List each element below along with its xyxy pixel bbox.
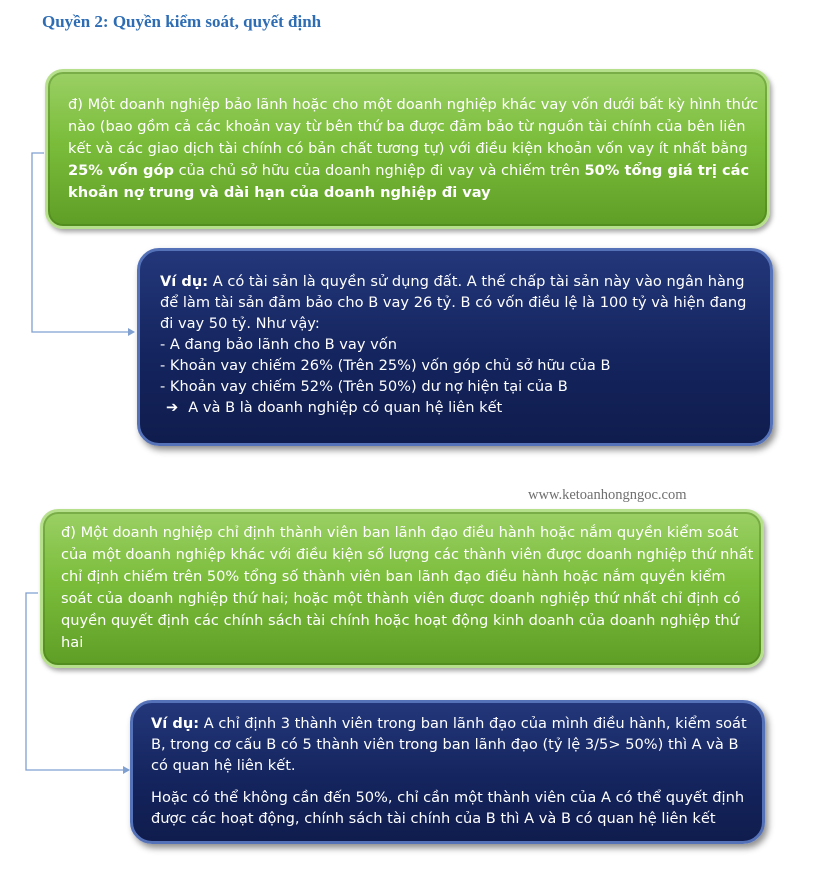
- page-title: Quyền 2: Quyền kiểm soát, quyết định: [42, 12, 322, 31]
- box3-line-5: quyền quyết định các chính sách tài chính hoặc hoạt động kinh doanh của doanh nghiệp thứ: [61, 612, 739, 629]
- box4-example-label: Ví dụ:: [151, 715, 200, 732]
- box1-bold-capital: 25% vốn góp: [68, 162, 174, 179]
- box3-line-3: chỉ định chiếm trên 50% tổng số thành viên ban lãnh đạo điều hành hoặc nắm quyền kiểm: [61, 568, 726, 585]
- box2-line-1-text: A có tài sản là quyền sử dụng đất. A thế chấp tài sản này vào ngân hàng: [208, 273, 745, 290]
- box1-line-3: kết và các giao dịch tài chính có bản chất tương tự) với điều kiện khoản vốn vay ít nhất bằng: [68, 140, 748, 157]
- example-box-board-control: [130, 700, 765, 844]
- arrow-right-icon: ➔: [166, 399, 179, 416]
- box4-line-5: được các hoạt động, chính sách tài chính của B thì A và B có quan hệ liên kết: [151, 810, 716, 827]
- box2-example-label: Ví dụ:: [160, 273, 209, 290]
- watermark: www.ketoanhongngoc.com: [528, 487, 687, 503]
- box3-line-6: hai: [61, 634, 84, 651]
- box1-line-2: nào (bao gồm cả các khoản vay từ bên thứ ba được đảm bảo từ nguồn tài chính của bên liên: [68, 118, 746, 135]
- box1-bold-debt: 50% tổng giá trị các: [584, 162, 750, 179]
- connector-2-arrow: [123, 766, 130, 774]
- box4-line-1: [151, 713, 752, 734]
- box3-line-2: của một doanh nghiệp khác với điều kiện số lượng các thành viên được doanh nghiệp thứ nhất: [61, 546, 754, 563]
- box2-item-2: - Khoản vay chiếm 26% (Trên 25%) vốn góp chủ sở hữu của B: [160, 357, 611, 374]
- definition-box-board-control: [40, 509, 764, 668]
- box1-line-5: khoản nợ trung và dài hạn của doanh nghiệp đi vay: [68, 184, 491, 201]
- definition-box-loan-guarantee: [45, 69, 770, 229]
- box4-line-4: Hoặc có thể không cần đến 50%, chỉ cần một thành viên của A có thể quyết định: [151, 789, 745, 806]
- box4-line-2: B, trong cơ cấu B có 5 thành viên trong ban lãnh đạo (tỷ lệ 3/5> 50%) thì A và B: [151, 736, 739, 753]
- connector-1-arrow: [128, 328, 135, 336]
- box2-item-3: - Khoản vay chiếm 52% (Trên 50%) dư nợ hiện tại của B: [160, 378, 568, 395]
- box1-mid-text: của chủ sở hữu của doanh nghiệp đi vay và chiếm trên: [173, 162, 585, 179]
- box2-line-2: để làm tài sản đảm bảo cho B vay 26 tỷ. B có vốn điều lệ là 100 tỷ và hiện đang: [160, 294, 747, 311]
- box2-line-3: đi vay 50 tỷ. Như vậy:: [160, 315, 320, 332]
- example-box-loan-guarantee: [137, 248, 773, 446]
- box4-line-3: có quan hệ liên kết.: [151, 757, 296, 774]
- box3-line-1: đ) Một doanh nghiệp chỉ định thành viên ban lãnh đạo điều hành hoặc nắm quyền kiểm soát: [61, 524, 739, 541]
- box4-line-1-text: A chỉ định 3 thành viên trong ban lãnh đạo của mình điều hành, kiểm soát: [199, 715, 747, 732]
- box2-conclusion: [160, 397, 760, 418]
- box2-line-1: [160, 271, 760, 292]
- box1-line-4: [68, 160, 757, 182]
- box3-line-4: soát của doanh nghiệp thứ hai; hoặc một thành viên được doanh nghiệp thứ nhất chỉ định có: [61, 590, 741, 607]
- box2-item-1: - A đang bảo lãnh cho B vay vốn: [160, 336, 397, 353]
- box2-conclusion-text: A và B là doanh nghiệp có quan hệ liên kết: [188, 399, 503, 416]
- box1-line-1: đ) Một doanh nghiệp bảo lãnh hoặc cho một doanh nghiệp khác vay vốn dưới bất kỳ hình thức: [68, 96, 759, 113]
